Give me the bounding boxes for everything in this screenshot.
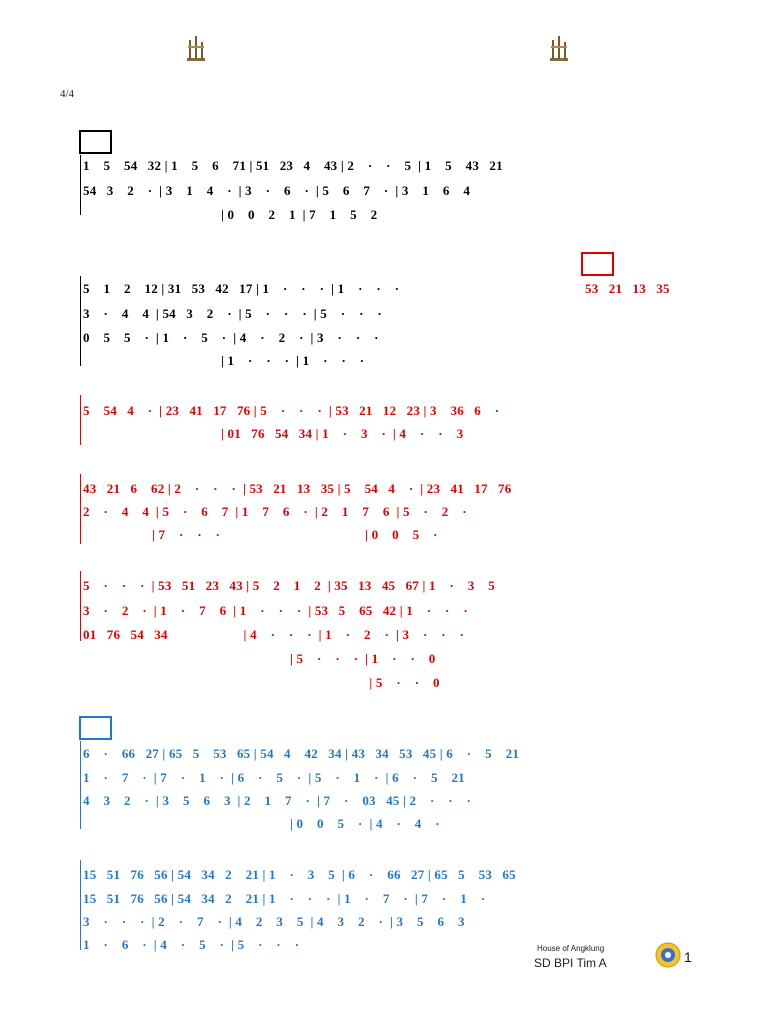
footer-title: House of Angklung <box>537 944 605 953</box>
notation-row: 5 1 2 12 | 31 53 42 17 | 1 · · · | 1 · · · <box>83 281 400 296</box>
system-bar <box>80 276 81 366</box>
system-bar <box>80 395 81 445</box>
notation-row: | 1 · · · | 1 · · · <box>83 353 365 368</box>
notation-row: 3 · 2 · | 1 · 7 6 | 1 · · · | 53 5 65 42 | 1 · · · <box>83 603 468 618</box>
notation-row: 0 5 5 · | 1 · 5 · | 4 · 2 · | 3 · · · <box>83 330 379 345</box>
system-bar <box>80 155 81 215</box>
footer-subtitle: SD BPI Tim A <box>534 956 607 970</box>
notation-row: | 5 · · 0 <box>83 675 440 690</box>
school-logo-icon <box>655 942 681 968</box>
section-marker-blue <box>79 716 112 740</box>
notation-row: | 0 0 5 · | 4 · 4 · <box>83 816 440 831</box>
notation-row: 3 · 4 4 | 54 3 2 · | 5 · · · | 5 · · · <box>83 306 382 321</box>
system-bar <box>80 474 81 544</box>
system-bar <box>80 571 81 641</box>
notation-row: 6 · 66 27 | 65 5 53 65 | 54 4 42 34 | 43 34 53 45 | 6 · 5 21 <box>83 746 520 761</box>
notation-row: | 7 · · · | 0 0 5 · <box>83 527 438 542</box>
notation-row: 1 5 54 32 | 1 5 6 71 | 51 23 4 43 | 2 · · 5 | 1 5 43 21 <box>83 158 503 173</box>
page-number: 1 <box>684 949 692 965</box>
notation-row: 5 54 4 · | 23 41 17 76 | 5 · · · | 53 21 12 23 | 3 36 6 · <box>83 403 500 418</box>
notation-row: 5 · · · | 53 51 23 43 | 5 2 1 2 | 35 13 45 67 | 1 · 3 5 <box>83 578 495 593</box>
notation-row: 1 · 6 · | 4 · 5 · | 5 · · · <box>83 937 300 952</box>
angklung-icon <box>549 34 569 62</box>
notation-row: 3 · · · | 2 · 7 · | 4 2 3 5 | 4 3 2 · | 3 5 6 3 <box>83 914 465 929</box>
notation-row: | 5 · · · | 1 · · 0 <box>83 651 436 666</box>
system-bar <box>80 860 81 950</box>
section-marker-red <box>581 252 614 276</box>
notation-row: | 01 76 54 34 | 1 · 3 · | 4 · · 3 <box>83 426 464 441</box>
notation-row: 43 21 6 62 | 2 · · · | 53 21 13 35 | 5 54 4 · | 23 41 17 76 <box>83 481 512 496</box>
notation-row: | 0 0 2 1 | 7 1 5 2 <box>83 207 378 222</box>
angklung-icon <box>186 34 206 62</box>
notation-row: 15 51 76 56 | 54 34 2 21 | 1 · 3 5 | 6 · 66 27 | 65 5 53 65 <box>83 867 516 882</box>
notation-row: 15 51 76 56 | 54 34 2 21 | 1 · · · | 1 · 7 · | 7 · 1 · <box>83 891 486 906</box>
notation-row: 54 3 2 · | 3 1 4 · | 3 · 6 · | 5 6 7 · | 3 1 6 4 <box>83 183 471 198</box>
notation-row: 4 3 2 · | 3 5 6 3 | 2 1 7 · | 7 · 03 45 | 2 · · · <box>83 793 472 808</box>
system-bar <box>80 741 81 829</box>
notation-row: 1 · 7 · | 7 · 1 · | 6 · 5 · | 5 · 1 · | 6 · 5 21 <box>83 770 465 785</box>
notation-row: 01 76 54 34 | 4 · · · | 1 · 2 · | 3 · · · <box>83 627 465 642</box>
section-marker-black <box>79 130 112 154</box>
time-signature: 4/4 <box>60 88 75 100</box>
notation-row: 53 21 13 35 <box>585 281 670 296</box>
notation-row: 2 · 4 4 | 5 · 6 7 | 1 7 6 · | 2 1 7 6 | 5 · 2 · <box>83 504 467 519</box>
